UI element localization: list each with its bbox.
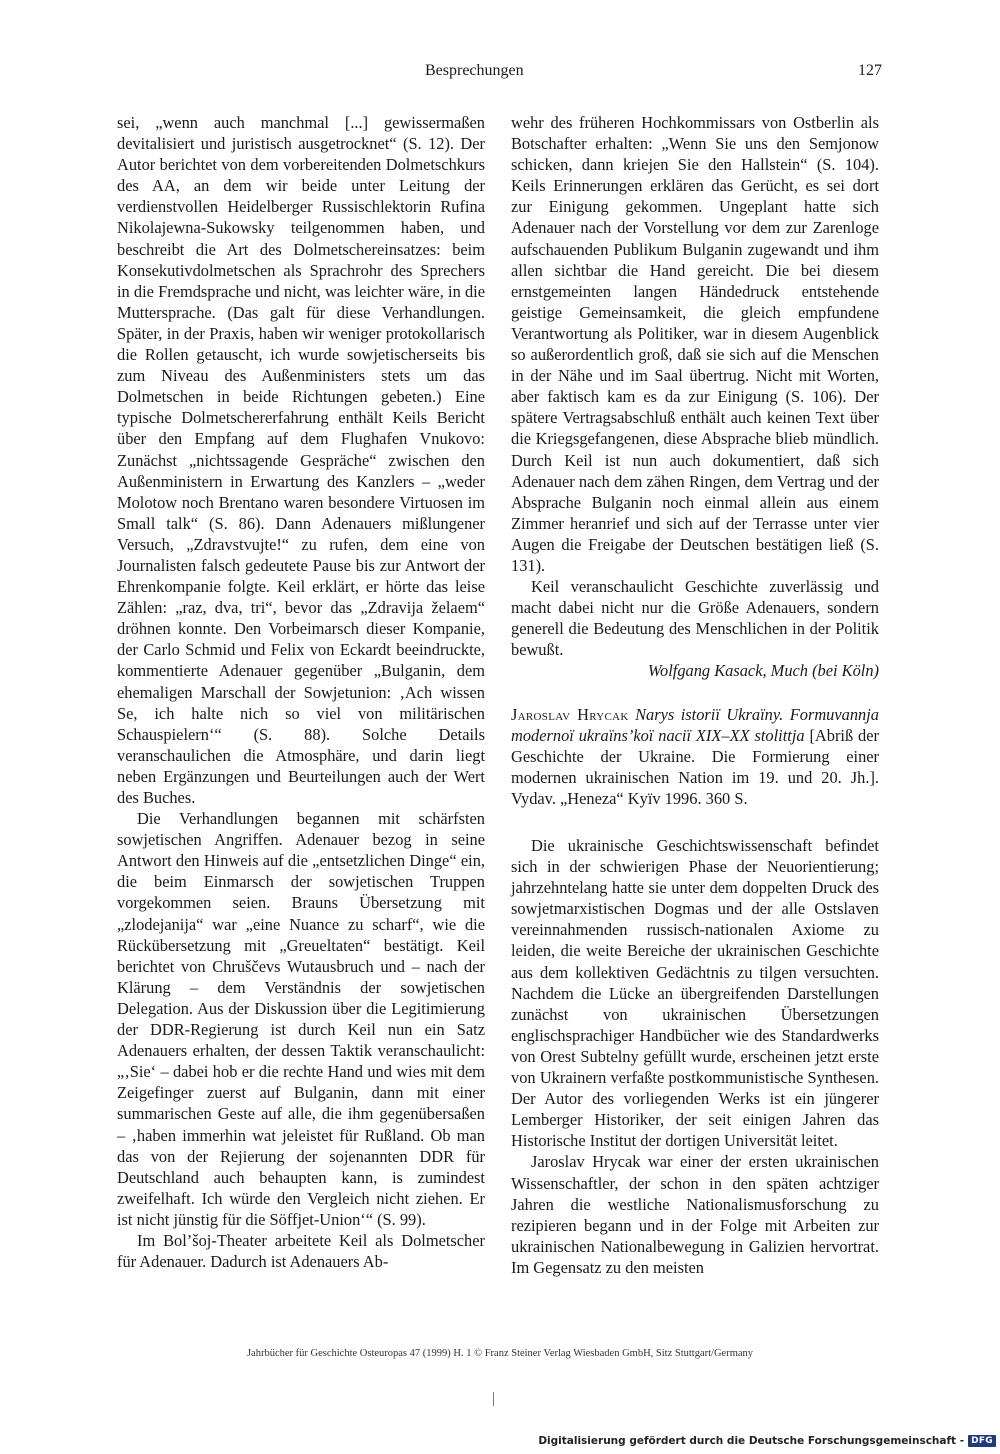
review-book-details: [Abriß der Geschichte der Ukraine. Die Formierung einer modernen ukrainischen Nation im 19. und 20. Jh.]. Vydav. „Heneza“ Kyïv 1996. 360 S. [511, 725, 879, 808]
running-title: Besprechungen [425, 62, 524, 79]
left-paragraph-3: Im Bol’šoj-Theater arbeitete Keil als Dolmetscher für Adenauer. Dadurch ist Adenauers Ab- [117, 1230, 485, 1272]
journal-citation-footer: Jahrbücher für Geschichte Osteuropas 47 (1999) H. 1 © Franz Steiner Verlag Wiesbaden GmbH, Sitz Stuttgart/Germany [246, 1348, 754, 1359]
review-book-author: Jaroslav Hrycak [511, 704, 629, 724]
left-paragraph-2: Die Verhandlungen begannen mit schärfsten sowjetischen Angriffen. Adenauer bezog in seine Antwort den Hinweis auf die „entsetzlichen Dinge“ ein, die beim Einmarsch der sowjetischen Truppen vorgekommen seien. Brauns Übersetzung mit „zlodejanija“ war „eine Nuance zu scharf“, wie die Rückübersetzung mit „Greueltaten“ bestätigt. Keil berichtet von Chruščevs Wutausbruch und – nach der Klärung – dem Verständnis der sowjetischen Delegation. Aus der Diskussion über die Legitimierung der DDR-Regierung ist durch Keil nun ein Satz Adenauers erhalten, der dessen Taktik veranschaulicht: „‚Sie‘ – dabei hob er die rechte Hand und wies mit dem Zeigefinger zuerst auf Bulganin, dann mit einer summarischen Geste auf alle, die ihm gegenübersaßen – ‚haben immerhin wat jeleistet für Rußland. Ob man das von der Rejierung der sojenannten DDR für Deutschland auch behaupten kann, is zumindest zweifelhaft. Ich würde den Vergleich nicht ziehen. Er ist nicht jünstig für die Söffjet-Union‘“ (S. 99). [117, 809, 485, 1229]
reviewer-signature: Wolfgang Kasack, Much (bei Köln) [647, 661, 879, 681]
digitization-note: Digitalisierung gefördert durch die Deutsche Forschungsgemeinschaft - [538, 1435, 965, 1447]
page-number: 127 [858, 62, 882, 79]
right-paragraph-3: Die ukrainische Geschichtswissenschaft befindet sich in der schwierigen Phase der Neuorientierung; jahrzehntelang hatte sie unter dem doppelten Druck des sowjetmarxistischen Dogmas und der alle Ostslaven vereinnahmenden russisch-nationalen Axiome zu leiden, die weite Bereiche der ukrainischen Geschichte aus dem kollektiven Gedächtnis zu tilgen versuchten. Nachdem die Lücke an übergreifenden Darstellungen zunächst von ukrainischen Übersetzungen englischsprachiger Handbücher wie des Standardwerks von Orest Subtelny gefüllt wurde, erscheinen jetzt erste von Ukrainern verfaßte postkommunistische Synthesen. Der Autor des vorliegenden Werks ist ein jüngerer Lemberger Historiker, der seit einigen Jahren das Historische Institut der dortigen Universität leitet. [511, 836, 879, 1151]
right-paragraph-4: Jaroslav Hrycak war einer der ersten ukrainischen Wissenschaftler, der schon in den späten achtziger Jahren die westliche Nationalismusforschung zu rezipieren begann und in der Folge mit Arbeiten zur ukrainischen Nationalbewegung in Galizien hervortrat. Im Gegensatz zu den meisten [511, 1152, 879, 1277]
running-header [118, 62, 882, 88]
right-paragraph-1: wehr des früheren Hochkommissars von Ostberlin als Botschafter erhalten: „Wenn Sie uns den Semjonow schicken, dann kriejen Sie den Hallstein“ (S. 104). Keils Erinnerungen erklären das Gerücht, es sei dort zur Einigung gekommen. Ungeplant hatte sich Adenauer nach der Vorstellung vor dem zur Zarenloge aufschauenden Publikum Bulganin zugewandt und ihm allen sichtbar die Hand gereicht. Die bei diesem ernstgemeinten langen Händedruck entstehende geistige Gemeinsamkeit, die gleich empfundene Verantwortung als Politiker, war in diesem Augenblick so außerordentlich groß, daß sie sich auf die Menschen in der Nähe und im Saal übertrug. Nicht mit Worten, aber faktisch kam es da zur Einigung (S. 106). Der spätere Vertragsabschluß enthält auch keinen Text über die Kriegsgefangenen, diese Absprache blieb mündlich. Durch Keil ist nun auch dokumentiert, daß sich Adenauer nach dem zähen Ringen, dem Vertrag und der Absprache Bulganin noch einmal allein aus einem Zimmer heranrief und sich auf der Terrasse unter vier Augen die Freigabe der Deutschen bestätigen ließ (S. 131). [511, 113, 879, 575]
left-paragraph-1: sei, „wenn auch manchmal [...] gewissermaßen devitalisiert und juristisch ausgetrocknet“ (S. 12). Der Autor berichtet von dem vorbereitenden Dolmetschkurs des AA, an dem wir beide unter Leitung der verdienstvollen Heidelberger Russischlektorin Rufina Nikolajewna-Sukowsky teilgenommen haben, und beschreibt die Art des Dolmetschereinsatzes: beim Konsekutivdolmetschen als Sprachrohr des Sprechers in die Fremdsprache und nicht, was leichter wäre, in die Muttersprache. (Das galt für diese Verhandlungen. Später, in der Praxis, haben wir weniger protokollarisch die Rollen getauscht, ich wurde sowjetischerseits bis zum Niveau des Außenministers stets um das Dolmetschen in beide Richtungen gebeten.) Eine typische Dolmetschererfahrung enthält Keils Bericht über den Empfang auf dem Flughafen Vnukovo: Zunächst „nichtssagende Gespräche“ zwischen den Außenministern in Erwartung des Kanzlers – „weder Molotow noch Brentano waren besondere Virtuosen im Small talk“ (S. 86). Dann Adenauers mißlungener Versuch, „Zdravstvujte!“ zu rufen, dem eine von Journalisten falsch gedeutete Pause bis zur Antwort der Ehrenkompanie folgte. Keil erklärt, er hörte das leise Zählen: „raz, dva, tri“, bevor das „Zdravija želaem“ dröhnen konnte. Den Vorbeimarsch dieser Kompanie, der Carlo Schmid und Felix von Eckardt beeindruckte, kommentierte Adenauer gegenüber „Bulganin, dem ehemaligen Marschall der Sowjetunion: ‚Ach wissen Se, ich halte nich so viel von militärischen Schauspielern‘“ (S. 88). Solche Details veranschaulichen die Atmosphäre, und darin liegt neben Ergänzungen und Beurteilungen auch der Wert des Buches. [117, 113, 485, 807]
right-column [511, 112, 879, 1278]
page-tick-mark [493, 1392, 494, 1406]
left-column [117, 112, 485, 1272]
review-book-title: Narys istoriï Ukraïny. Formuvannja modernoï ukraïns’koï naciï XIX–XX stolittja [511, 704, 879, 745]
right-paragraph-2: Keil veranschaulicht Geschichte zuverlässig und macht dabei nicht nur die Größe Adenauers, sondern generell die Bedeutung des Menschlichen in der Politik bewußt. [511, 577, 879, 660]
digitization-banner [538, 1433, 996, 1449]
review-bibliographic-heading [511, 704, 879, 809]
dfg-logo-icon: DFG [968, 1435, 996, 1447]
